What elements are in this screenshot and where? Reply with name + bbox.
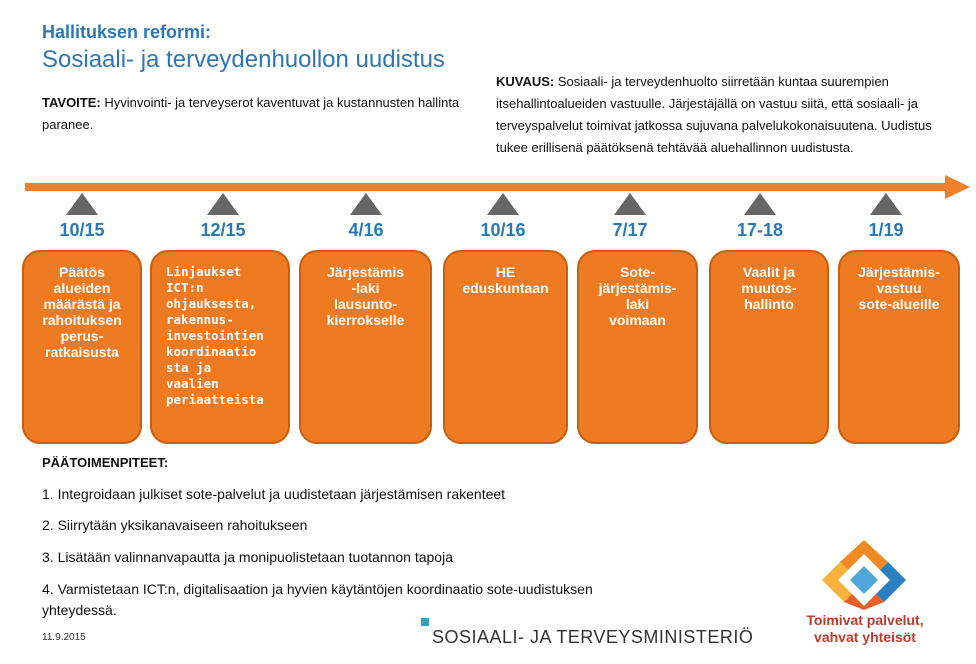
milestone-box: HE eduskuntaan <box>443 250 568 444</box>
timeline-date: 12/15 <box>200 220 246 240</box>
timeline-date: 17-18 <box>736 220 784 240</box>
milestone-box: Vaalit ja muutos- hallinto <box>709 250 829 444</box>
action-item: 1. Integroidaan julkiset sote-palvelut ja uudistetaan järjestämisen rakenteet <box>42 486 506 502</box>
header-kicker: Hallituksen reformi: <box>42 22 212 42</box>
action-item: 4. Varmistetaan ICT:n, digitalisaation ja hyvien käytäntöjen koordinaatio sote-uudistuksen yhteydessä. <box>42 581 593 618</box>
milestone-box: Järjestämis- vastuu sote-alueille <box>838 250 960 444</box>
timeline-marker <box>66 193 98 215</box>
ministry-mark-icon <box>421 618 429 626</box>
footer-date: 11.9.2015 <box>42 632 86 643</box>
timeline-marker <box>207 193 239 215</box>
action-item: 3. Lisätään valinnanvapautta ja monipuolistetaan tuotannon tapoja <box>42 549 453 565</box>
timeline-marker <box>744 193 776 215</box>
goal-body: Hyvinvointi- ja terveyserot kaventuvat ja kustannusten hallinta paranee. <box>42 95 460 132</box>
slogan-line: vahvat yhteisöt <box>814 629 916 645</box>
milestone-box: Linjaukset ICT:n ohjauksesta, rakennus- investointien koordinaatio sta ja vaalien periaatteista <box>150 250 290 444</box>
slogan-line: Toimivat palvelut, <box>806 612 924 628</box>
timeline-date: 10/16 <box>480 220 526 240</box>
ministry-name: SOSIAALI- JA TERVEYSMINISTERIÖ <box>432 627 754 647</box>
ministry-logo-icon <box>822 540 906 610</box>
timeline-marker <box>614 193 646 215</box>
timeline-marker <box>350 193 382 215</box>
action-item: 2. Siirrytään yksikanavaiseen rahoitukseen <box>42 517 308 533</box>
slogan <box>775 612 955 646</box>
actions-title: PÄÄTOIMENPITEET: <box>42 455 169 470</box>
milestone-box: Sote- järjestämis- laki voimaan <box>577 250 698 444</box>
timeline-date: 1/19 <box>868 220 904 240</box>
timeline-date: 4/16 <box>348 220 384 240</box>
timeline-date: 10/15 <box>59 220 105 240</box>
page-title: Sosiaali- ja terveydenhuollon uudistus <box>42 46 445 73</box>
goal-label: TAVOITE: <box>42 95 101 110</box>
description-text <box>496 71 966 159</box>
goal-text <box>42 92 462 136</box>
timeline-marker <box>870 193 902 215</box>
timeline-marker <box>487 193 519 215</box>
milestone-box: Järjestämis -laki lausunto- kierrokselle <box>299 250 432 444</box>
description-body: Sosiaali- ja terveydenhuolto siirretään kuntaa suurempien itsehallintoalueiden vastuulle. Järjestäjällä on vastuu siitä, että sosiaali- ja terveyspalvelut toimivat jatkossa sujuvana palvelukokonaisuutena. Uudistus tukee erillisenä päätöksenä tehtävää aluehallinnon uudistusta. <box>496 74 932 155</box>
milestone-box: Päätös alueiden määrästä ja rahoituksen perus- ratkaisusta <box>22 250 142 444</box>
timeline-date: 7/17 <box>612 220 648 240</box>
description-label: KUVAUS: <box>496 74 555 89</box>
